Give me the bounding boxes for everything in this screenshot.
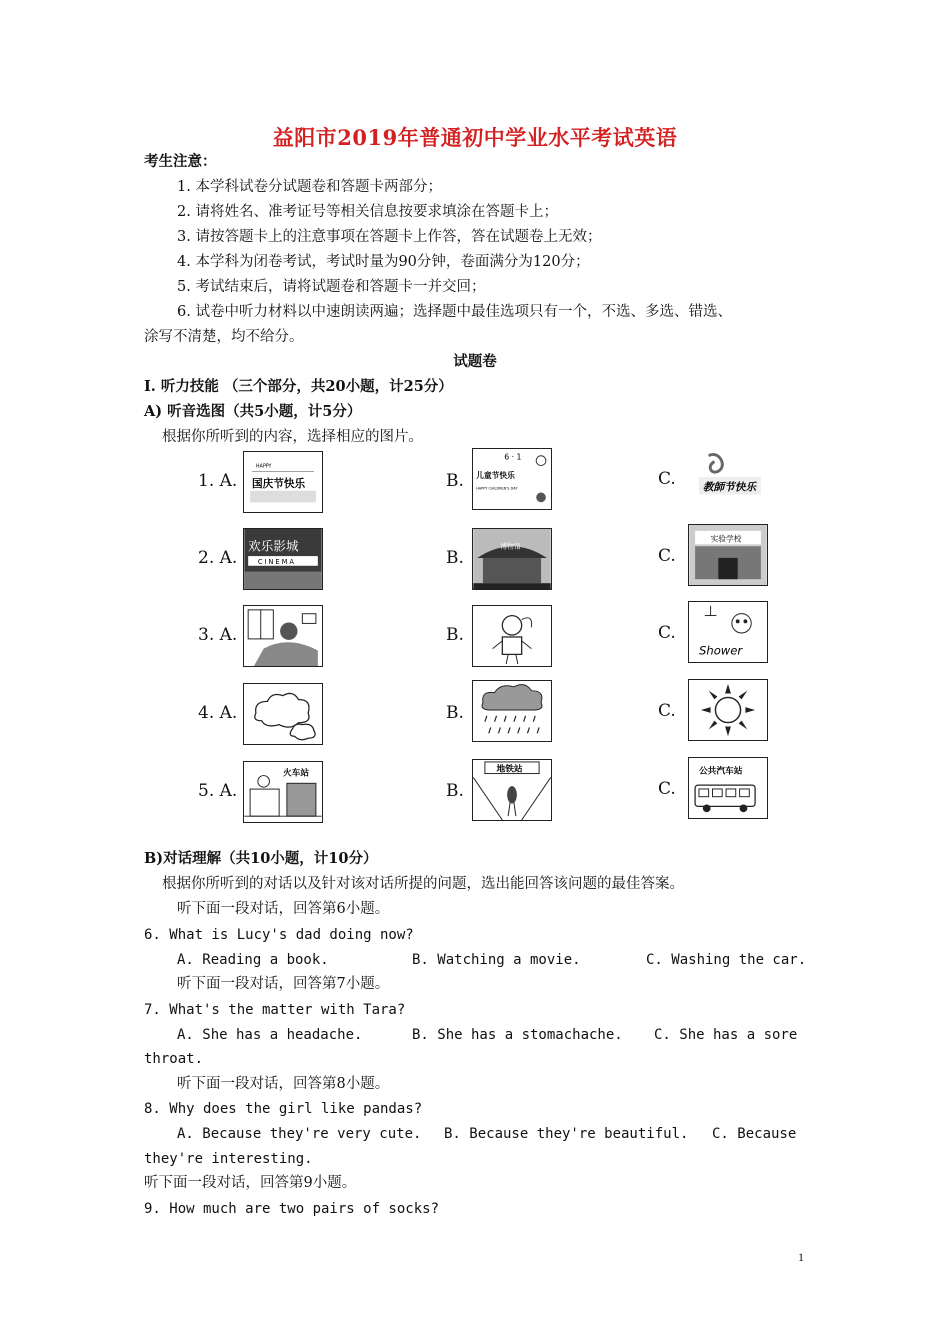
q7-intro: 听下面一段对话，回答第7小题。 [177, 976, 390, 992]
row4-label-c: C. [658, 701, 676, 721]
notice-item-6-cont: 涂写不清楚，均不给分。 [144, 329, 304, 345]
row2-label-b: B. [446, 548, 464, 568]
pic-2b-museum [472, 528, 552, 590]
row5-label-a: 5. A. [198, 781, 238, 801]
partB-heading: B)对话理解（共10小题，计10分） [144, 850, 378, 867]
svg-text:欢乐影城: 欢乐影城 [248, 538, 299, 554]
q8-option-c: C. Because [712, 1126, 797, 1142]
svg-text:博物馆: 博物馆 [500, 542, 521, 551]
pic-5b-text: 地铁站 [496, 764, 523, 775]
svg-text:教師节快乐: 教師节快乐 [702, 480, 756, 494]
pic-3c-text: Shower [698, 643, 743, 658]
pic-4b-rainy [472, 680, 552, 742]
q6-intro: 听下面一段对话，回答第6小题。 [177, 901, 390, 917]
pic-1b-date: 6 · 1 [504, 452, 522, 462]
row2-label-c: C. [658, 546, 676, 566]
q9-question: 9. How much are two pairs of socks? [144, 1201, 440, 1217]
q8-option-b: B. Because they're beautiful. [444, 1126, 689, 1142]
row1-label-b: B. [446, 471, 464, 491]
pic-1c-teachers-day [688, 447, 768, 509]
notice-item-5: 5. 考试结束后，请将试题卷和答题卡一并交回； [177, 279, 486, 295]
notice-item-2: 2. 请将姓名、准考证号等相关信息按要求填涂在答题卡上； [177, 204, 558, 220]
section-title: 试题卷 [453, 353, 497, 370]
pic-1b-childrens-day [472, 448, 552, 510]
pic-1a-text: 国庆节快乐 [252, 476, 306, 490]
q6-option-c: C. Washing the car. [646, 952, 807, 968]
pic-5a-text: 火车站 [283, 768, 310, 779]
q6-option-b: B. Watching a movie. [412, 952, 581, 968]
q7-option-c: C. She has a sore [654, 1027, 798, 1043]
q7-question: 7. What's the matter with Tara? [144, 1002, 406, 1018]
row4-label-a: 4. A. [198, 703, 238, 723]
pic-1a-national-day [243, 451, 323, 513]
q8-intro: 听下面一段对话，回答第8小题。 [177, 1076, 390, 1092]
row4-label-b: B. [446, 703, 464, 723]
partA-heading: A) 听音选图（共5小题，计5分） [144, 403, 362, 420]
pic-2a-cinema [243, 528, 323, 590]
svg-text:CINEMA: CINEMA [257, 557, 296, 566]
q6-option-a: A. Reading a book. [177, 952, 329, 968]
row1-label-c: C. [658, 469, 676, 489]
q9-intro: 听下面一段对话，回答第9小题。 [144, 1175, 357, 1191]
q8-question: 8. Why does the girl like pandas? [144, 1101, 423, 1117]
page-number: 1 [798, 1250, 804, 1264]
notice-item-3: 3. 请按答题卡上的注意事项在答题卡上作答，答在试题卷上无效； [177, 229, 602, 245]
notice-heading: 考生注意： [144, 153, 217, 170]
exam-title: 益阳市2019年普通初中学业水平考试英语 [272, 125, 678, 150]
q6-question: 6. What is Lucy's dad doing now? [144, 927, 414, 943]
pic-3c-shower [688, 601, 768, 663]
pic-5c-bus-station [688, 757, 768, 819]
svg-text:HAPPY: HAPPY [255, 464, 272, 470]
q7-option-c-cont: throat. [144, 1051, 204, 1067]
partA-instruction: 根据你所听到的内容，选择相应的图片。 [162, 429, 423, 445]
part1-heading: I. 听力技能 （三个部分，共20小题，计25分） [144, 378, 453, 395]
q8-option-c-cont: they're interesting. [144, 1151, 313, 1167]
pic-4c-sunny [688, 679, 768, 741]
notice-item-1: 1. 本学科试卷分试题卷和答题卡两部分； [177, 179, 442, 195]
q8-option-a: A. Because they're very cute. [177, 1126, 422, 1142]
row3-label-a: 3. A. [198, 625, 238, 645]
row2-label-a: 2. A. [198, 548, 238, 568]
row5-label-c: C. [658, 779, 676, 799]
row1-label-a: 1. A. [198, 471, 238, 491]
pic-5c-text: 公共汽车站 [698, 766, 743, 777]
pic-4a-cloudy [243, 683, 323, 745]
q7-option-a: A. She has a headache. [177, 1027, 363, 1043]
notice-item-4: 4. 本学科为闭卷考试，考试时量为90分钟，卷面满分为120分； [177, 254, 590, 270]
row5-label-b: B. [446, 781, 464, 801]
svg-text:实验学校: 实验学校 [710, 534, 742, 544]
svg-text:HAPPY CHILDREN'S DAY: HAPPY CHILDREN'S DAY [476, 486, 518, 491]
row3-label-b: B. [446, 625, 464, 645]
partB-instruction: 根据你所听到的对话以及针对该对话所提的问题，选出能回答该问题的最佳答案。 [162, 876, 684, 892]
row3-label-c: C. [658, 623, 676, 643]
q7-option-b: B. She has a stomachache. [412, 1027, 623, 1043]
notice-item-6: 6. 试卷中听力材料以中速朗读两遍；选择题中最佳选项只有一个，不选、多选、错选、 [177, 304, 732, 320]
pic-5b-subway-station [472, 759, 552, 821]
pic-3b-girl [472, 605, 552, 667]
svg-text:儿童节快乐: 儿童节快乐 [476, 471, 515, 481]
pic-5a-train-station [243, 761, 323, 823]
pic-2c-school [688, 524, 768, 586]
pic-3a-reading [243, 605, 323, 667]
